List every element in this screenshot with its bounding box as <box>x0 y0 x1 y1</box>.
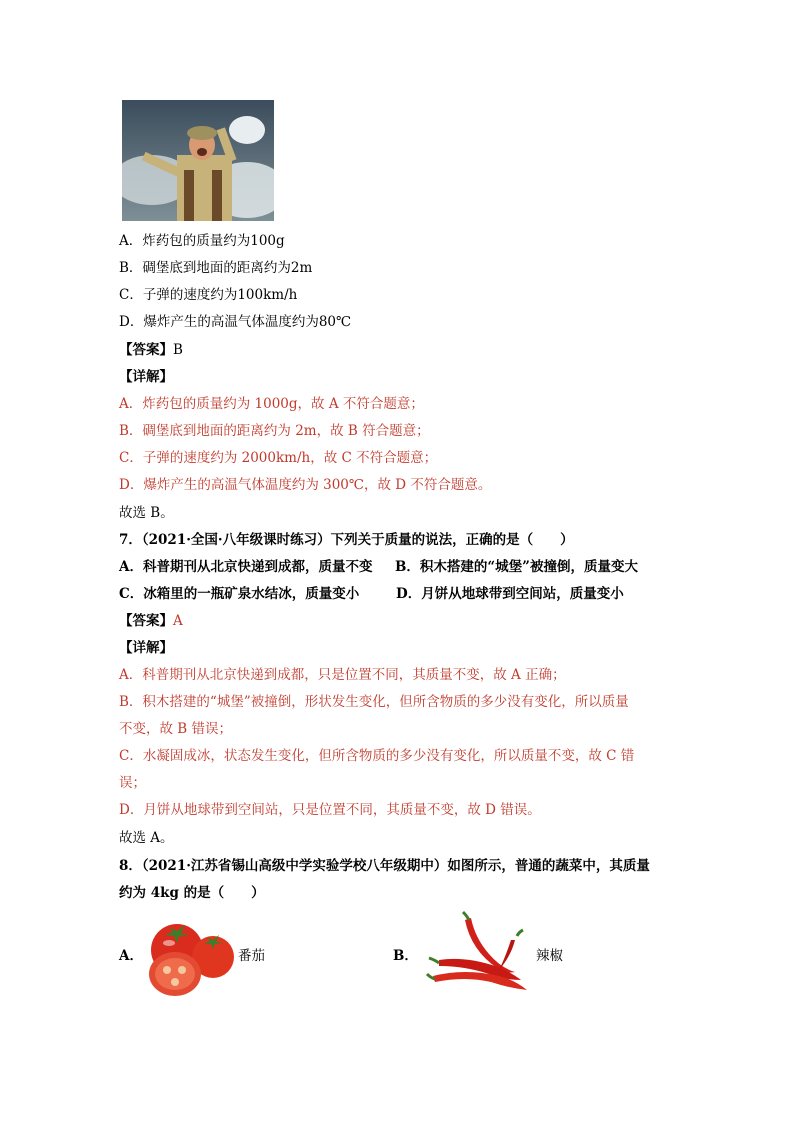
q8-stem-line2: 约为 4kg 的是（ ） <box>119 885 265 901</box>
q7-option-a: A．科普期刊从北京快递到成都，质量不变 <box>119 559 373 575</box>
q7-answer <box>119 611 183 631</box>
q7-detail-line: 误； <box>119 775 146 791</box>
q6-detail-d: D．爆炸产生的高温气体温度约为 300℃，故 D 不符合题意。 <box>119 477 492 493</box>
q8-option-a-name: 番茄 <box>238 948 265 964</box>
q8-option-b-name: 辣椒 <box>536 948 563 964</box>
q6-option-d: D．爆炸产生的高温气体温度约为80℃ <box>119 314 352 330</box>
q7-option-c: C．冰箱里的一瓶矿泉水结冰，质量变小 <box>119 586 360 602</box>
q7-detail-line: C．水凝固成冰，状态发生变化，但所含物质的多少没有变化，所以质量不变，故 C 错 <box>119 748 635 764</box>
q7-option-b: B．积木搭建的“城堡”被撞倒，质量变大 <box>395 559 638 575</box>
q8-option-a-label: A． <box>119 948 143 964</box>
soldier-illustration <box>122 100 274 221</box>
q6-option-c: C．子弹的速度约为100km/h <box>119 287 298 303</box>
q7-option-d: D．月饼从地球带到空间站，质量变小 <box>396 586 624 602</box>
q6-detail-tag: 【详解】 <box>119 369 173 385</box>
q6-option-a: A．炸药包的质量约为100g <box>119 233 285 249</box>
q7-detail-line: A．科普期刊从北京快递到成都，只是位置不同，其质量不变，故 A 正确； <box>119 667 566 683</box>
q6-detail-b: B．碉堡底到地面的距离约为 2m，故 B 符合题意； <box>119 423 430 439</box>
q7-detail-line: B．积木搭建的“城堡”被撞倒，形状发生变化，但所含物质的多少没有变化，所以质量 <box>119 694 629 710</box>
answer-value: A <box>173 613 183 629</box>
answer-tag: 【答案】 <box>119 342 173 358</box>
answer-tag: 【答案】 <box>119 613 173 629</box>
q6-option-b: B．碉堡底到地面的距离约为2m <box>119 260 313 276</box>
q7-detail-line: 不变，故 B 错误； <box>119 721 233 737</box>
q8-stem-line1: 8．（2021·江苏省锡山高级中学实验学校八年级期中）如图所示，普通的蔬菜中，其质量 <box>119 858 650 874</box>
answer-value: B <box>173 342 183 358</box>
q6-detail-a: A．炸药包的质量约为 1000g，故 A 不符合题意； <box>119 396 424 412</box>
chili-pepper-image <box>425 910 535 1000</box>
q7-conclusion: 故选 A。 <box>119 830 174 846</box>
q7-stem: 7．（2021·全国·八年级课时练习）下列关于质量的说法，正确的是（ ） <box>119 532 574 548</box>
q6-conclusion: 故选 B。 <box>119 505 174 521</box>
q7-detail-tag: 【详解】 <box>119 640 173 656</box>
q8-option-b-label: B． <box>393 948 418 964</box>
q7-detail-line: D．月饼从地球带到空间站，只是位置不同，其质量不变，故 D 错误。 <box>119 802 541 818</box>
tomato-image <box>147 915 237 1003</box>
q6-detail-c: C．子弹的速度约为 2000km/h，故 C 不符合题意； <box>119 450 438 466</box>
q6-answer <box>119 340 183 360</box>
